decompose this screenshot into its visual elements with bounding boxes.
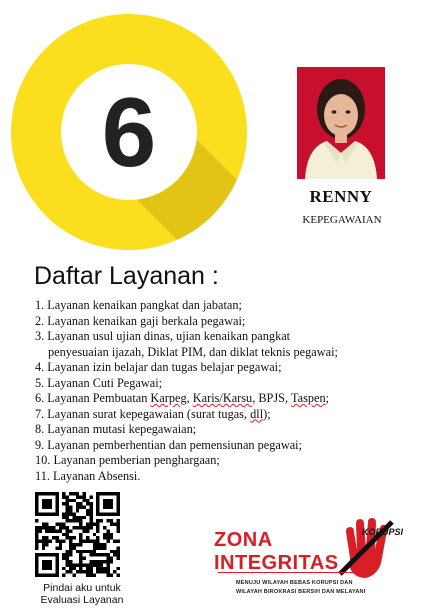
qr-caption <box>32 582 132 606</box>
person-name: RENNY <box>309 187 373 206</box>
list-item: 11. Layanan Absensi. <box>35 468 141 483</box>
zona-title-line1: ZONA <box>214 529 273 551</box>
korupsi-label: KORUPSI <box>362 527 404 537</box>
list-item: 5. Layanan Cuti Pegawai; <box>35 375 163 390</box>
services-title: Daftar Layanan : <box>34 262 219 290</box>
list-item: 3. Layanan usul ujian dinas, ujian kenaikan pangkat penyesuaian ijazah, Diklat PIM, dan diklat teknis pegawai; <box>35 329 338 359</box>
qr-code-icon[interactable] <box>35 492 120 577</box>
list-item: 6. Layanan Pembuatan Karpeg, Karis/Karsu, BPJS, Taspen; <box>35 391 330 405</box>
zona-subtitle-line2: WILAYAH BIROKRASI BERSIH DAN MELAYANI <box>236 589 366 595</box>
qr-caption-line: Pindai aku untuk <box>43 582 121 594</box>
profile-photo <box>297 67 385 179</box>
qr-caption-line: Evaluasi Layanan <box>40 594 124 606</box>
number-badge <box>7 10 251 254</box>
services-list <box>35 298 415 484</box>
list-item: 10. Layanan pemberian penghargaan; <box>35 453 220 467</box>
person-role: KEPEGAWAIAN <box>302 214 382 226</box>
list-item: 2. Layanan kenaikan gaji berkala pegawai; <box>35 313 246 328</box>
list-item: 8. Layanan mutasi kepegawaian; <box>35 422 197 436</box>
person-silhouette-icon <box>297 67 385 179</box>
list-item: 1. Layanan kenaikan pangkat dan jabatan; <box>35 298 242 312</box>
list-item: 7. Layanan surat kepegawaian (surat tugas, dll); <box>35 406 271 421</box>
list-item: 4. Layanan izin belajar dan tugas belajar pegawai; <box>35 360 282 374</box>
badge-number: 6 <box>101 77 157 187</box>
zona-title-line2: INTEGRITAS <box>214 552 339 574</box>
zona-subtitle-line1: MENUJU WILAYAH BEBAS KORUPSI DAN <box>236 580 353 586</box>
list-item: 9. Layanan pemberhentian dan pemensiunan pegawai; <box>35 437 303 452</box>
